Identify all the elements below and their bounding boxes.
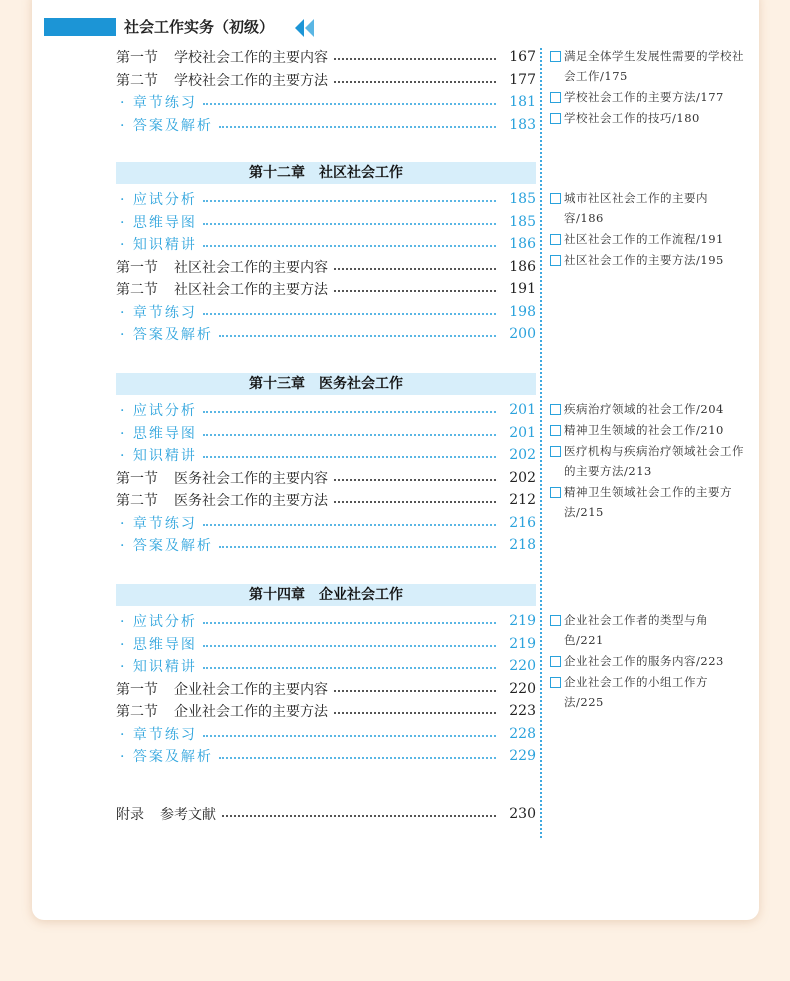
key-point-note — [550, 420, 746, 440]
dot-leader — [203, 223, 496, 225]
entry-page-number: 167 — [509, 49, 536, 65]
entry-page-number: 177 — [509, 71, 536, 88]
entry-page-number: 202 — [509, 469, 536, 486]
note-text: 学校社会工作的技巧/180 — [564, 111, 700, 125]
dot-leader — [219, 757, 496, 759]
entry-page-number: 185 — [509, 191, 536, 207]
entry-page-number: 185 — [509, 213, 536, 230]
entry-label: 第一节 — [116, 470, 158, 487]
entry-label: · 章节练习 — [120, 726, 197, 743]
entry-title: 企业社会工作的主要方法 — [174, 704, 328, 720]
entry-label: 第二节 — [116, 282, 158, 298]
entry-page-number: 186 — [509, 236, 536, 252]
toc-entry[interactable] — [116, 467, 536, 489]
toc-entry[interactable] — [116, 278, 536, 300]
entry-label: · 知识精讲 — [120, 448, 197, 464]
toc-sub-entry[interactable] — [116, 211, 536, 233]
entry-label: · 答案及解析 — [120, 538, 213, 554]
toc-entry[interactable] — [116, 69, 536, 91]
entry-label: 第一节 — [116, 259, 158, 276]
note-text: 精神卫生领域社会工作的主要方法/215 — [564, 485, 732, 519]
entry-page-number: 201 — [509, 424, 536, 441]
dot-leader — [334, 690, 496, 692]
entry-label: 第二节 — [116, 704, 158, 720]
key-point-note — [550, 108, 746, 128]
entry-page-number: 181 — [509, 94, 536, 110]
entry-title: 社区社会工作的主要内容 — [174, 259, 328, 276]
dot-leader — [334, 479, 496, 481]
entry-page-number: 223 — [509, 703, 536, 719]
checkbox-icon[interactable] — [550, 193, 561, 204]
toc-sub-entry[interactable] — [116, 633, 536, 655]
toc-sub-entry[interactable] — [116, 91, 536, 113]
checkbox-icon[interactable] — [550, 234, 561, 245]
dot-leader — [219, 126, 496, 128]
entry-page-number: 202 — [509, 447, 536, 463]
dot-leader — [203, 313, 496, 315]
dot-leader — [203, 645, 496, 647]
note-text: 企业社会工作的小组工作方法/225 — [564, 675, 708, 709]
toc-appendix-entry[interactable] — [116, 803, 536, 825]
toc-entry[interactable] — [116, 678, 536, 700]
key-point-note — [550, 441, 746, 481]
entry-title: 学校社会工作的主要方法 — [174, 72, 328, 89]
dot-leader — [203, 411, 496, 413]
page-header — [44, 16, 344, 38]
note-text: 医疗机构与疾病治疗领域社会工作的主要方法/213 — [564, 444, 744, 478]
double-chevron-icon — [294, 18, 316, 38]
checkbox-icon[interactable] — [550, 113, 561, 124]
toc-page — [32, 0, 759, 920]
entry-label: · 应试分析 — [120, 403, 197, 419]
toc-sub-entry[interactable] — [116, 233, 536, 255]
entry-label: · 应试分析 — [120, 614, 197, 630]
dot-leader — [203, 524, 496, 526]
entry-page-number: 186 — [509, 258, 536, 275]
toc-entry[interactable] — [116, 256, 536, 278]
entry-page-number: 216 — [509, 514, 536, 531]
entry-page-number: 219 — [509, 613, 536, 629]
entry-label: · 答案及解析 — [120, 327, 213, 343]
entry-label: · 思维导图 — [120, 214, 197, 231]
checkbox-icon[interactable] — [550, 446, 561, 457]
entry-title: 医务社会工作的主要方法 — [174, 493, 328, 509]
entry-label: · 答案及解析 — [120, 117, 213, 134]
entry-page-number: 228 — [509, 725, 536, 742]
header-accent-bar — [44, 18, 116, 36]
checkbox-icon[interactable] — [550, 92, 561, 103]
key-point-note — [550, 188, 746, 228]
entry-title: 企业社会工作的主要内容 — [174, 681, 328, 698]
toc-sub-entry[interactable] — [116, 512, 536, 534]
dot-leader — [334, 712, 496, 714]
dot-leader — [203, 456, 496, 458]
checkbox-icon[interactable] — [550, 656, 561, 667]
toc-sub-entry[interactable] — [116, 610, 536, 632]
toc-entry[interactable] — [116, 489, 536, 511]
entry-title: 医务社会工作的主要内容 — [174, 470, 328, 487]
entry-page-number: 201 — [509, 402, 536, 418]
dot-leader — [203, 103, 496, 105]
dot-leader — [203, 735, 496, 737]
key-point-note — [550, 399, 746, 419]
note-text: 企业社会工作的服务内容/223 — [564, 654, 724, 668]
checkbox-icon[interactable] — [550, 404, 561, 415]
dot-leader — [203, 200, 496, 202]
toc-sub-entry[interactable] — [116, 114, 536, 136]
toc-sub-entry[interactable] — [116, 723, 536, 745]
key-point-note — [550, 672, 746, 712]
note-text: 社区社会工作的工作流程/191 — [564, 232, 724, 246]
toc-sub-entry[interactable] — [116, 188, 536, 210]
entry-label: · 应试分析 — [120, 192, 197, 208]
toc-sub-entry[interactable] — [116, 745, 536, 767]
appendix-title: 参考文献 — [160, 807, 216, 823]
entry-label: 第二节 — [116, 493, 158, 509]
entry-page-number: 220 — [509, 658, 536, 674]
key-point-note — [550, 651, 746, 671]
entry-label: · 知识精讲 — [120, 237, 197, 253]
dot-leader — [219, 546, 496, 548]
toc-sub-entry[interactable] — [116, 444, 536, 466]
key-point-note — [550, 610, 746, 650]
dot-leader — [334, 268, 496, 270]
note-text: 学校社会工作的主要方法/177 — [564, 90, 724, 104]
entry-label: · 思维导图 — [120, 425, 197, 442]
toc-sub-entry[interactable] — [116, 399, 536, 421]
entry-page-number: 220 — [509, 680, 536, 697]
dot-leader — [203, 622, 496, 624]
chapter-heading[interactable]: 第十二章 社区社会工作 — [116, 162, 536, 184]
entry-page-number: 191 — [509, 281, 536, 297]
dot-leader — [203, 434, 496, 436]
dot-leader — [334, 501, 496, 503]
dot-leader — [219, 335, 496, 337]
toc-sub-entry[interactable] — [116, 534, 536, 556]
note-text: 满足全体学生发展性需要的学校社会工作/175 — [564, 49, 744, 83]
key-point-note — [550, 46, 746, 86]
dot-leader — [334, 58, 496, 60]
checkbox-icon[interactable] — [550, 677, 561, 688]
checkbox-icon[interactable] — [550, 425, 561, 436]
toc-entry[interactable] — [116, 46, 536, 68]
entry-title: 社区社会工作的主要方法 — [174, 282, 328, 298]
dot-leader — [334, 290, 496, 292]
toc-sub-entry[interactable] — [116, 422, 536, 444]
note-text: 社区社会工作的主要方法/195 — [564, 253, 724, 267]
entry-label: 第二节 — [116, 72, 158, 89]
chapter-heading[interactable]: 第十三章 医务社会工作 — [116, 373, 536, 395]
column-divider — [540, 48, 542, 838]
dot-leader — [334, 81, 496, 83]
entry-label: 第一节 — [116, 681, 158, 698]
entry-label: · 知识精讲 — [120, 659, 197, 675]
checkbox-icon[interactable] — [550, 51, 561, 62]
key-point-note — [550, 250, 746, 270]
entry-page-number: 212 — [509, 492, 536, 508]
entry-page-number: 183 — [509, 116, 536, 133]
key-point-note — [550, 482, 746, 522]
key-point-note — [550, 87, 746, 107]
appendix-label: 附录 — [116, 807, 144, 823]
entry-label: · 章节练习 — [120, 515, 197, 532]
checkbox-icon[interactable] — [550, 487, 561, 498]
entry-label: · 答案及解析 — [120, 749, 213, 765]
toc-entry[interactable] — [116, 700, 536, 722]
checkbox-icon[interactable] — [550, 615, 561, 626]
appendix-page-number: 230 — [509, 806, 536, 822]
entry-page-number: 229 — [509, 748, 536, 764]
note-text: 城市社区社会工作的主要内容/186 — [564, 191, 708, 225]
key-point-note — [550, 229, 746, 249]
entry-label: · 章节练习 — [120, 95, 197, 111]
dot-leader — [203, 667, 496, 669]
entry-page-number: 198 — [509, 303, 536, 320]
entry-page-number: 218 — [509, 537, 536, 553]
entry-label: 第一节 — [116, 50, 158, 66]
note-text: 疾病治疗领域的社会工作/204 — [564, 402, 724, 416]
chapter-heading[interactable]: 第十四章 企业社会工作 — [116, 584, 536, 606]
entry-page-number: 219 — [509, 635, 536, 652]
entry-page-number: 200 — [509, 326, 536, 342]
entry-label: · 章节练习 — [120, 304, 197, 321]
note-text: 精神卫生领域的社会工作/210 — [564, 423, 724, 437]
note-text: 企业社会工作者的类型与角色/221 — [564, 613, 708, 647]
dot-leader — [203, 245, 496, 247]
entry-title: 学校社会工作的主要内容 — [174, 50, 328, 66]
toc-sub-entry[interactable] — [116, 323, 536, 345]
entry-label: · 思维导图 — [120, 636, 197, 653]
toc-sub-entry[interactable] — [116, 655, 536, 677]
book-title: 社会工作实务（初级） — [124, 18, 275, 36]
toc-sub-entry[interactable] — [116, 301, 536, 323]
checkbox-icon[interactable] — [550, 255, 561, 266]
dot-leader — [222, 815, 496, 817]
